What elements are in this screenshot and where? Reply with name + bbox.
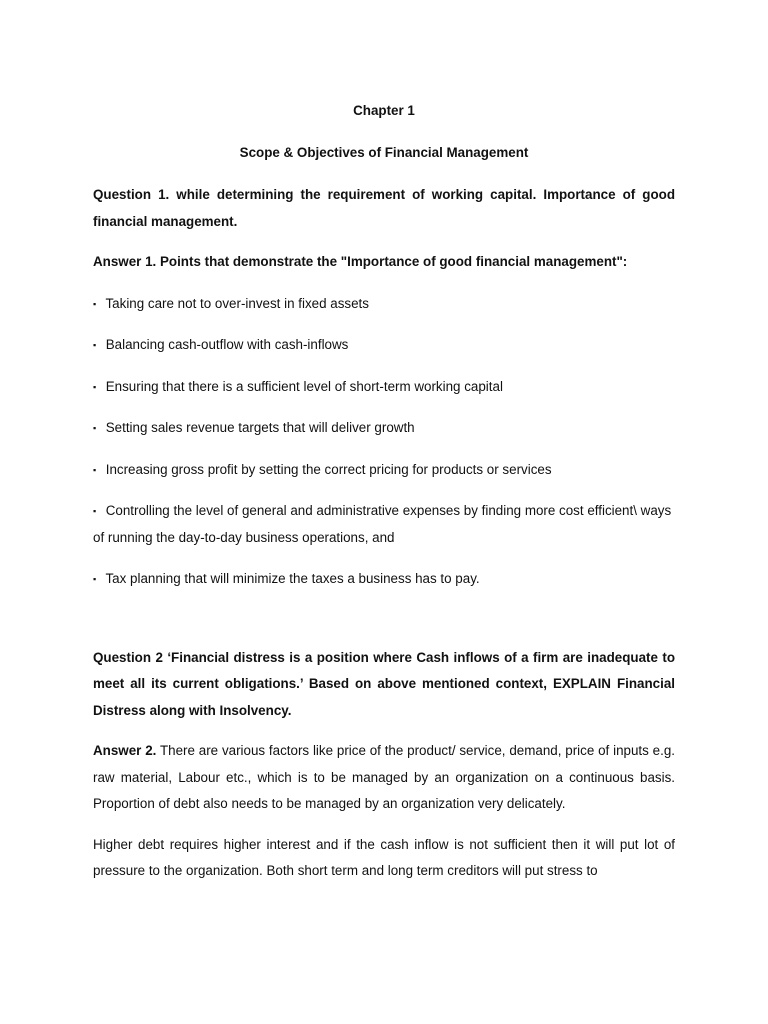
list-item-text: Increasing gross profit by setting the correct pricing for products or services [105, 461, 552, 477]
bullet-icon: ▪ [93, 464, 97, 475]
list-item [93, 415, 675, 442]
list-item-text: Setting sales revenue targets that will deliver growth [105, 420, 415, 435]
list-item-text: Taking care not to over-invest in fixed assets [105, 295, 369, 311]
list-item-text: Ensuring that there is a sufficient level of short-term working capital [105, 378, 503, 394]
section-spacer [93, 593, 675, 635]
answer-2-lead: Answer 2. [93, 743, 157, 758]
list-item [93, 332, 675, 359]
document-title: Scope & Objectives of Financial Management [239, 145, 529, 160]
bullet-icon: ▪ [93, 381, 97, 392]
chapter-heading: Chapter 1 [353, 103, 415, 118]
bullet-icon: ▪ [93, 423, 97, 433]
list-item-text: Controlling the level of general and administrative expenses by finding more cost efficient\ ways of running the day-to-day business operations, and [93, 503, 672, 545]
question-2: Question 2 ‘Financial distress is a position where Cash inflows of a firm are inadequate to meet all its current obligations.’ Based on above mentioned context, EXPLAIN Financial Distress along with Insolvency. [93, 649, 675, 718]
list-item [93, 457, 675, 484]
bullet-icon: ▪ [93, 298, 97, 309]
body-paragraph: Higher debt requires higher interest and if the cash inflow is not sufficient then it will put lot of pressure to the organization. Both short term and long term creditors will put stress to [93, 836, 675, 878]
answer-2-paragraph [93, 738, 675, 818]
document-body [93, 100, 675, 885]
answer-1-heading: Answer 1. Points that demonstrate the "Importance of good financial management": [93, 254, 628, 269]
list-item [93, 498, 675, 551]
bullet-icon: ▪ [93, 506, 97, 516]
list-item-text: Tax planning that will minimize the taxes a business has to pay. [105, 571, 480, 586]
bullet-list [93, 291, 675, 593]
list-item-text: Balancing cash-outflow with cash-inflows [105, 337, 349, 352]
answer-2-text: There are various factors like price of the product/ service, demand, price of inputs e.g. raw material, Labour etc., which is to be managed by an organization on a continuous basis. Proportion of debt also needs to be managed by an organization very delicately. [93, 743, 675, 811]
list-item [93, 566, 675, 593]
bullet-icon: ▪ [93, 574, 97, 584]
bullet-icon: ▪ [93, 340, 97, 350]
list-item [93, 291, 675, 318]
question-1: Question 1. while determining the requirement of working capital. Importance of good financial management. [93, 187, 675, 229]
list-item [93, 374, 675, 401]
